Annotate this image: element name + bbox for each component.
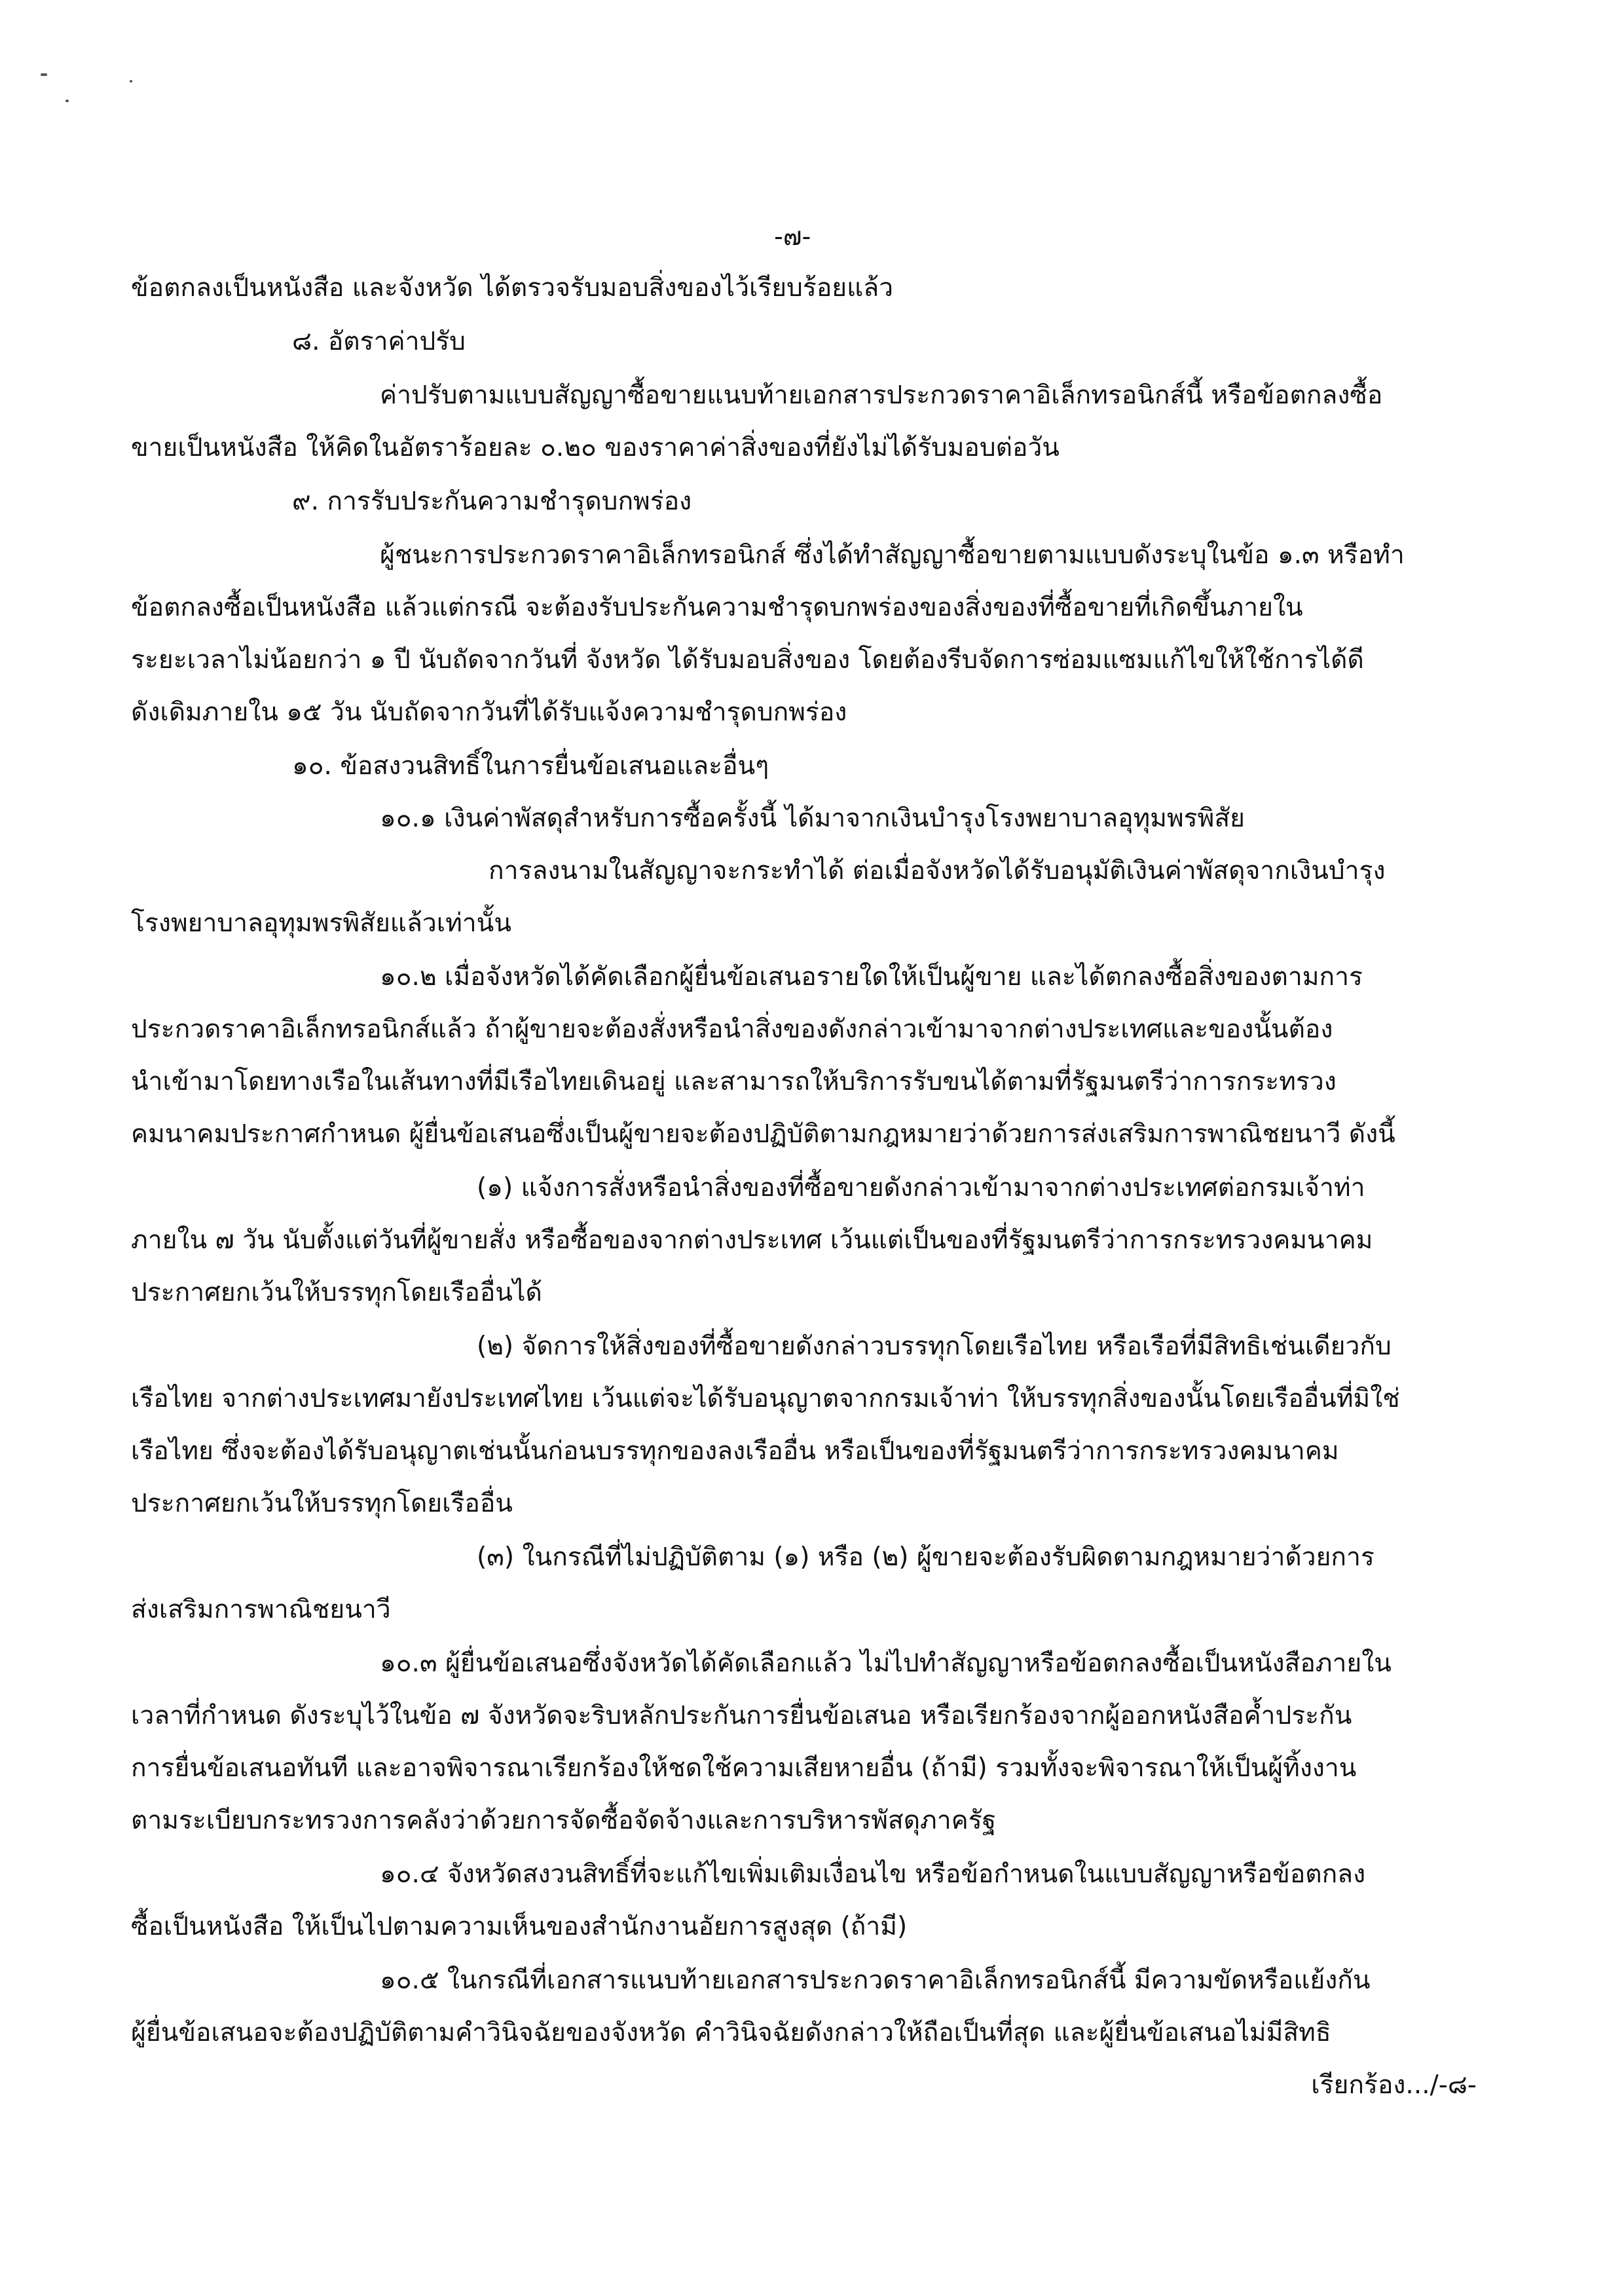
text-line: เรือไทย จากต่างประเทศมายังประเทศไทย เว้นแต่จะได้รับอนุญาตจากกรมเจ้าท่า ให้บรรทุกสิ่งของนั้นโดยเรืออื่นที่มิใช่ <box>131 1384 1400 1413</box>
text-line: ผู้ยื่นข้อเสนอจะต้องปฏิบัติตามคำวินิจฉัยของจังหวัด คำวินิจฉัยดังกล่าวให้ถือเป็นที่สุด และผู้ยื่นข้อเสนอไม่มีสิทธิ <box>131 2018 1331 2047</box>
text-line: เวลาที่กำหนด ดังระบุไว้ในข้อ ๗ จังหวัดจะริบหลักประกันการยื่นข้อเสนอ หรือเรียกร้องจากผู้ออกหนังสือค้ำประกัน <box>131 1701 1352 1730</box>
text-line: ประกาศยกเว้นให้บรรทุกโดยเรืออื่น <box>131 1489 513 1518</box>
text-line: ประกวดราคาอิเล็กทรอนิกส์แล้ว ถ้าผู้ขายจะต้องสั่งหรือนำสิ่งของดังกล่าวเข้ามาจากต่างประเทศและของนั้นต้อง <box>131 1015 1333 1044</box>
text-line: นำเข้ามาโดยทางเรือในเส้นทางที่มีเรือไทยเดินอยู่ และสามารถให้บริการรับขนได้ตามที่รัฐมนตรีว่าการกระทรวง <box>131 1067 1337 1096</box>
text-line: ค่าปรับตามแบบสัญญาซื้อขายแนบท้ายเอกสารประกวดราคาอิเล็กทรอนิกส์นี้ หรือข้อตกลงซื้อ <box>380 381 1383 410</box>
scan-speck <box>41 73 47 76</box>
text-line: คมนาคมประกาศกำหนด ผู้ยื่นข้อเสนอซึ่งเป็นผู้ขายจะต้องปฏิบัติตามกฎหมายว่าด้วยการส่งเสริมการพาณิชยนาวี ดังนี้ <box>131 1119 1395 1149</box>
text-line: ส่งเสริมการพาณิชยนาวี <box>131 1595 391 1624</box>
text-line: ๑๐.๒ เมื่อจังหวัดได้คัดเลือกผู้ยื่นข้อเสนอรายใดให้เป็นผู้ขาย และได้ตกลงซื้อสิ่งของตามการ <box>380 962 1363 992</box>
text-line: ตามระเบียบกระทรวงการคลังว่าด้วยการจัดซื้อจัดจ้างและการบริหารพัสดุภาครัฐ <box>131 1806 997 1835</box>
text-line: โรงพยาบาลอุทุมพรพิสัยแล้วเท่านั้น <box>131 908 512 938</box>
page-number: -๗- <box>774 222 811 252</box>
text-line: ๑๐.๕ ในกรณีที่เอกสารแนบท้ายเอกสารประกวดราคาอิเล็กทรอนิกส์นี้ มีความขัดหรือแย้งกัน <box>380 1966 1371 1995</box>
text-line: (๒) จัดการให้สิ่งของที่ซื้อขายดังกล่าวบรรทุกโดยเรือไทย หรือเรือที่มีสิทธิเช่นเดียวกับ <box>477 1332 1392 1361</box>
section-heading: ๘. อัตราค่าปรับ <box>292 327 466 356</box>
text-line: (๓) ในกรณีที่ไม่ปฏิบัติตาม (๑) หรือ (๒) ผู้ขายจะต้องรับผิดตามกฎหมายว่าด้วยการ <box>477 1542 1375 1572</box>
scan-speck <box>65 100 69 102</box>
scan-speck <box>130 80 132 83</box>
text-line: ๑๐.๑ เงินค่าพัสดุสำหรับการซื้อครั้งนี้ ได้มาจากเงินบำรุงโรงพยาบาลอุทุมพรพิสัย <box>380 804 1245 833</box>
text-line: ขายเป็นหนังสือ ให้คิดในอัตราร้อยละ ๐.๒๐ ของราคาค่าสิ่งของที่ยังไม่ได้รับมอบต่อวัน <box>131 433 1060 462</box>
text-line: ข้อตกลงเป็นหนังสือ และจังหวัด ได้ตรวจรับมอบสิ่งของไว้เรียบร้อยแล้ว <box>131 273 894 303</box>
continuation-note: เรียกร้อง.../-๘- <box>1311 2070 1477 2100</box>
section-heading: ๑๐. ข้อสงวนสิทธิ์ในการยื่นข้อเสนอและอื่นๆ <box>292 751 769 781</box>
text-line: เรือไทย ซึ่งจะต้องได้รับอนุญาตเช่นนั้นก่อนบรรทุกของลงเรืออื่น หรือเป็นของที่รัฐมนตรีว่าการกระทรวงคมนาคม <box>131 1436 1339 1466</box>
text-line: ระยะเวลาไม่น้อยกว่า ๑ ปี นับถัดจากวันที่ จังหวัด ได้รับมอบสิ่งของ โดยต้องรีบจัดการซ่อมแซมแก้ไขให้ใช้การได้ดี <box>131 645 1364 675</box>
text-line: การลงนามในสัญญาจะกระทำได้ ต่อเมื่อจังหวัดได้รับอนุมัติเงินค่าพัสดุจากเงินบำรุง <box>489 856 1386 886</box>
text-line: ข้อตกลงซื้อเป็นหนังสือ แล้วแต่กรณี จะต้องรับประกันความชำรุดบกพร่องของสิ่งของที่ซื้อขายที่เกิดขึ้นภายใน <box>131 593 1303 622</box>
section-heading: ๙. การรับประกันความชำรุดบกพร่อง <box>292 487 692 516</box>
text-line: ดังเดิมภายใน ๑๕ วัน นับถัดจากวันที่ได้รับแจ้งความชำรุดบกพร่อง <box>131 698 847 727</box>
text-line: ภายใน ๗ วัน นับตั้งแต่วันที่ผู้ขายสั่ง หรือซื้อของจากต่างประเทศ เว้นแต่เป็นของที่รัฐมนตรีว่าการกระทรวงคมนาคม <box>131 1225 1373 1255</box>
text-line: การยื่นข้อเสนอทันที และอาจพิจารณาเรียกร้องให้ชดใช้ความเสียหายอื่น (ถ้ามี) รวมทั้งจะพิจารณาให้เป็นผู้ทิ้งงาน <box>131 1753 1357 1783</box>
text-line: ซื้อเป็นหนังสือ ให้เป็นไปตามความเห็นของสำนักงานอัยการสูงสุด (ถ้ามี) <box>131 1912 908 1941</box>
text-line: ๑๐.๔ จังหวัดสงวนสิทธิ์ที่จะแก้ไขเพิ่มเติมเงื่อนไข หรือข้อกำหนดในแบบสัญญาหรือข้อตกลง <box>380 1859 1366 1889</box>
text-line: ประกาศยกเว้นให้บรรทุกโดยเรืออื่นได้ <box>131 1278 542 1307</box>
text-line: (๑) แจ้งการสั่งหรือนำสิ่งของที่ซื้อขายดังกล่าวเข้ามาจากต่างประเทศต่อกรมเจ้าท่า <box>477 1173 1365 1203</box>
text-line: ผู้ชนะการประกวดราคาอิเล็กทรอนิกส์ ซึ่งได้ทำสัญญาซื้อขายตามแบบดังระบุในข้อ ๑.๓ หรือทำ <box>380 540 1405 570</box>
text-line: ๑๐.๓ ผู้ยื่นข้อเสนอซึ่งจังหวัดได้คัดเลือกแล้ว ไม่ไปทำสัญญาหรือข้อตกลงซื้อเป็นหนังสือภายใน <box>380 1649 1392 1678</box>
